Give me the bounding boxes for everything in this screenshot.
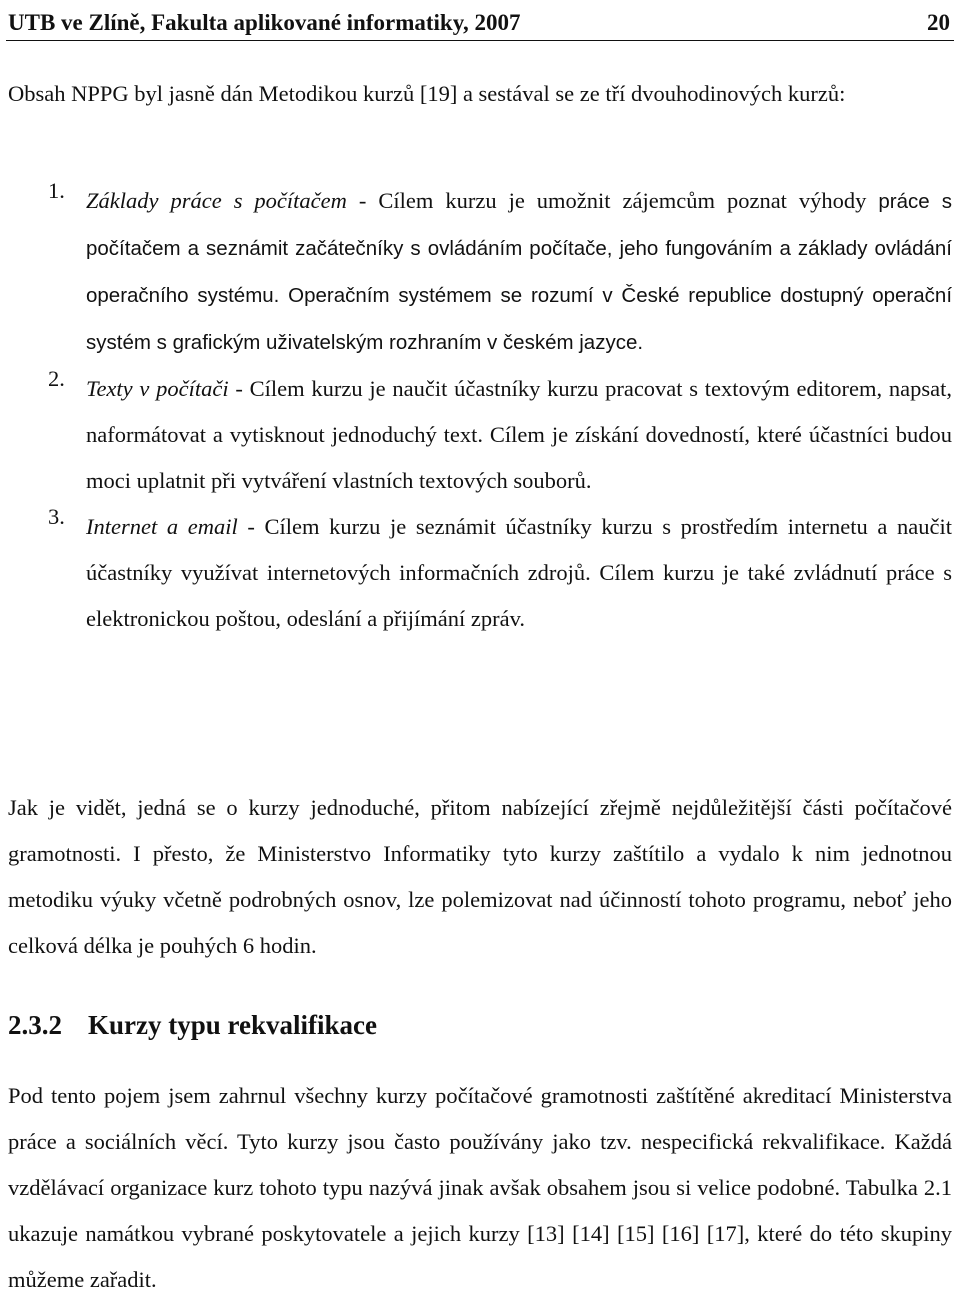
paragraph-block-2 [8, 785, 952, 969]
list-item-separator: - [228, 376, 250, 401]
section-heading [8, 1010, 377, 1041]
header-divider [6, 40, 954, 41]
header-title: UTB ve Zlíně, Fakulta aplikované informatiky, 2007 [8, 10, 521, 35]
body-paragraph: Jak je vidět, jedná se o kurzy jednoduché, přitom nabízející zřejmě nejdůležitější části počítačové gramotnosti. I přesto, že Ministerstvo Informatiky tyto kurzy zaštítilo a vydalo k nim jednotnou metodiku výuky včetně podrobných osnov, lze polemizovat nad účinností tohoto programu, neboť jeho celková délka je pouhých 6 hodin. [8, 795, 952, 958]
list-item-body-rest: Operačním systémem se rozumí v České republice dostupný operační systém s grafickým uživatelským rozhraním v českém jazyce. [86, 284, 953, 354]
list-item-title: Základy práce s počítačem [86, 188, 347, 213]
course-list [8, 178, 952, 642]
list-item [8, 178, 952, 366]
list-item-number: 3. [48, 504, 65, 529]
list-item-body-sans: práce s počítačem a seznámit začátečníky s ovládáním počítače, jeho fungováním a základy ovládání operačního systému. [86, 190, 952, 307]
page-header [8, 0, 950, 36]
list-item-number: 1. [48, 178, 65, 203]
list-item-body: Cílem kurzu je seznámit účastníky kurzu s prostředím internetu a naučit účastníky využívat internetových informačních zdrojů. Cílem kurzu je také zvládnutí práce s elektronickou poštou, odeslání a přijímání zpráv. [86, 514, 952, 631]
intro-block [8, 71, 952, 117]
list-item-body: Cílem kurzu je naučit účastníky kurzu pracovat s textovým editorem, napsat, naformátovat a vytisknout jednoduchý text. Cílem je získání dovedností, které účastníci budou moci uplatnit při vytváření vlastních textových souborů. [86, 376, 953, 493]
list-item-number: 2. [48, 366, 65, 391]
intro-paragraph: Obsah NPPG byl jasně dán Metodikou kurzů [19] a sestával se ze tří dvouhodinových kurzů: [8, 81, 846, 106]
list-item-text [86, 504, 952, 642]
body-paragraph: Pod tento pojem jsem zahrnul všechny kurzy počítačové gramotnosti zaštítěné akreditací Ministerstva práce a sociálních věcí. Tyto kurzy jsou často používány jako tzv. nespecifická rekvalifikace. Každá vzdělávací organizace kurz tohoto typu nazývá jinak avšak obsahem jsou si velice podobné. Tabulka 2.1 ukazuje namátkou vybrané poskytovatele a jejich kurzy [13] [14] [15] [16] [17], které do této skupiny můžeme zařadit. [8, 1083, 952, 1292]
list-item [8, 504, 952, 642]
list-item-body: Cílem kurzu je umožnit zájemcům poznat výhody [378, 188, 879, 213]
list-item-separator: - [346, 188, 379, 213]
list-item-text [86, 178, 952, 366]
paragraph-block-3 [8, 1073, 952, 1303]
list-item [8, 366, 952, 504]
list-item-separator: - [237, 514, 265, 539]
list-item-title: Internet a email [86, 514, 238, 539]
section-number: 2.3.2 [8, 1010, 62, 1040]
page-number: 20 [927, 10, 950, 35]
section-title: Kurzy typu rekvalifikace [88, 1010, 377, 1040]
list-item-text [86, 366, 952, 504]
list-item-title: Texty v počítači [86, 376, 229, 401]
